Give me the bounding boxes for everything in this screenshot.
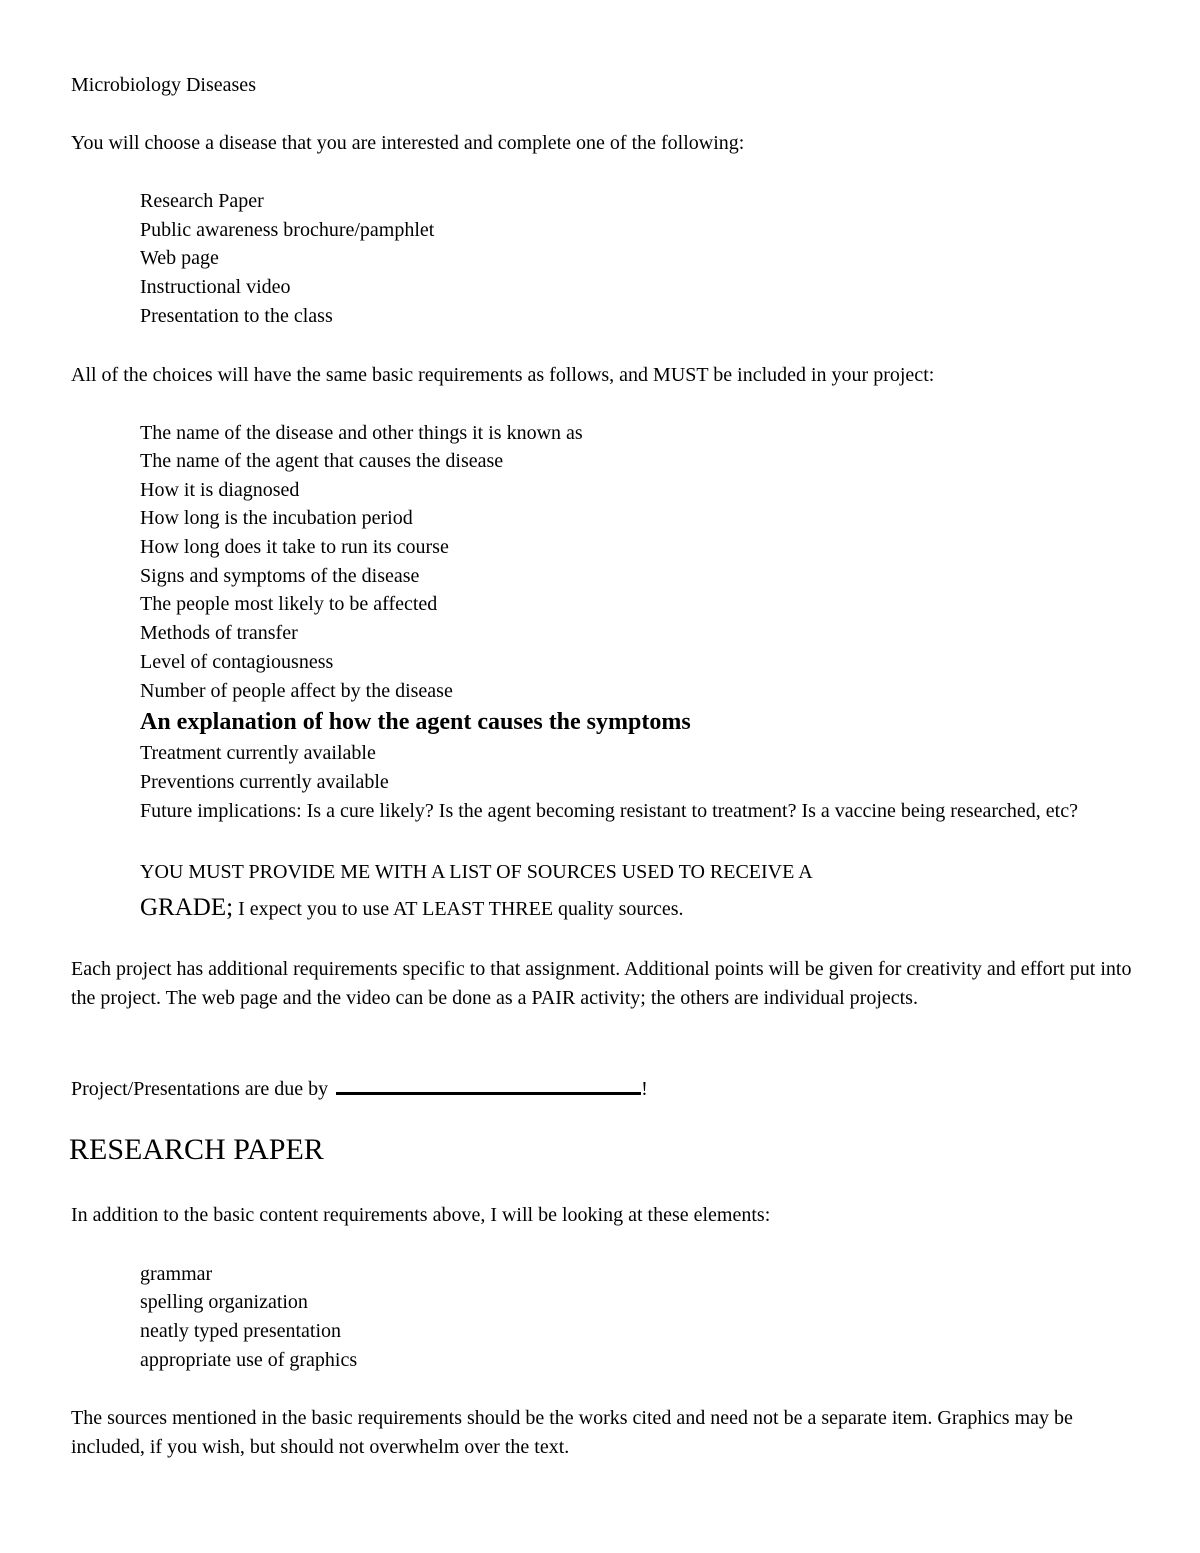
requirement-item: Number of people affect by the disease (140, 680, 453, 702)
choice-item: Presentation to the class (140, 305, 333, 327)
future-implications: Future implications: Is a cure likely? Is the agent becoming resistant to treatment? Is a vaccine being researched, etc? (140, 800, 1078, 822)
requirement-item: Level of contagiousness (140, 651, 334, 673)
requirement-item: The name of the disease and other things it is known as (140, 422, 583, 444)
choice-item: Web page (140, 247, 219, 269)
research-element: appropriate use of graphics (140, 1349, 358, 1371)
document-title: Microbiology Diseases (71, 74, 256, 96)
due-date-line (71, 1070, 648, 1102)
choice-item: Public awareness brochure/pamphlet (140, 219, 435, 241)
requirement-item-emphasized: An explanation of how the agent causes the symptoms (140, 709, 691, 735)
research-element: neatly typed presentation (140, 1320, 342, 1342)
due-date-exclamation: ! (641, 1078, 648, 1100)
requirement-item: The name of the agent that causes the disease (140, 450, 504, 472)
requirement-item: Methods of transfer (140, 622, 298, 644)
choice-item: Instructional video (140, 276, 291, 298)
requirement-item: The people most likely to be affected (140, 593, 438, 615)
requirement-item: How long does it take to run its course (140, 536, 449, 558)
sources-notice-rest: I expect you to use AT LEAST THREE quality sources. (233, 898, 684, 920)
requirement-item: Preventions currently available (140, 771, 389, 793)
requirement-item: How long is the incubation period (140, 507, 413, 529)
additional-requirements-paragraph: Each project has additional requirements specific to that assignment. Additional points will be given for creativity and effort put into the project. The web page and the video can be done as a PAIR activity; the others are individual projects. (71, 958, 1132, 1009)
requirement-item: How it is diagnosed (140, 479, 300, 501)
requirement-item: Treatment currently available (140, 742, 376, 764)
sources-notice-line1: YOU MUST PROVIDE ME WITH A LIST OF SOURCES USED TO RECEIVE A (140, 861, 813, 883)
choice-item: Research Paper (140, 190, 264, 212)
research-element: grammar (140, 1263, 213, 1285)
requirement-item: Signs and symptoms of the disease (140, 565, 420, 587)
requirements-intro: All of the choices will have the same basic requirements as follows, and MUST be included in your project: (71, 364, 935, 386)
research-paper-heading: RESEARCH PAPER (69, 1133, 324, 1166)
closing-paragraph: The sources mentioned in the basic requirements should be the works cited and need not be a separate item. Graphics may be included, if you wish, but should not overwhelm over the text. (71, 1407, 1073, 1458)
sources-notice-grade: GRADE; (140, 894, 234, 921)
due-date-blank (336, 1070, 641, 1095)
intro-text: You will choose a disease that you are interested and complete one of the following: (71, 132, 745, 154)
sources-notice-line2 (140, 890, 1140, 927)
research-intro: In addition to the basic content requirements above, I will be looking at these elements: (71, 1204, 771, 1226)
research-element: spelling organization (140, 1291, 308, 1313)
due-date-label: Project/Presentations are due by (71, 1078, 329, 1100)
